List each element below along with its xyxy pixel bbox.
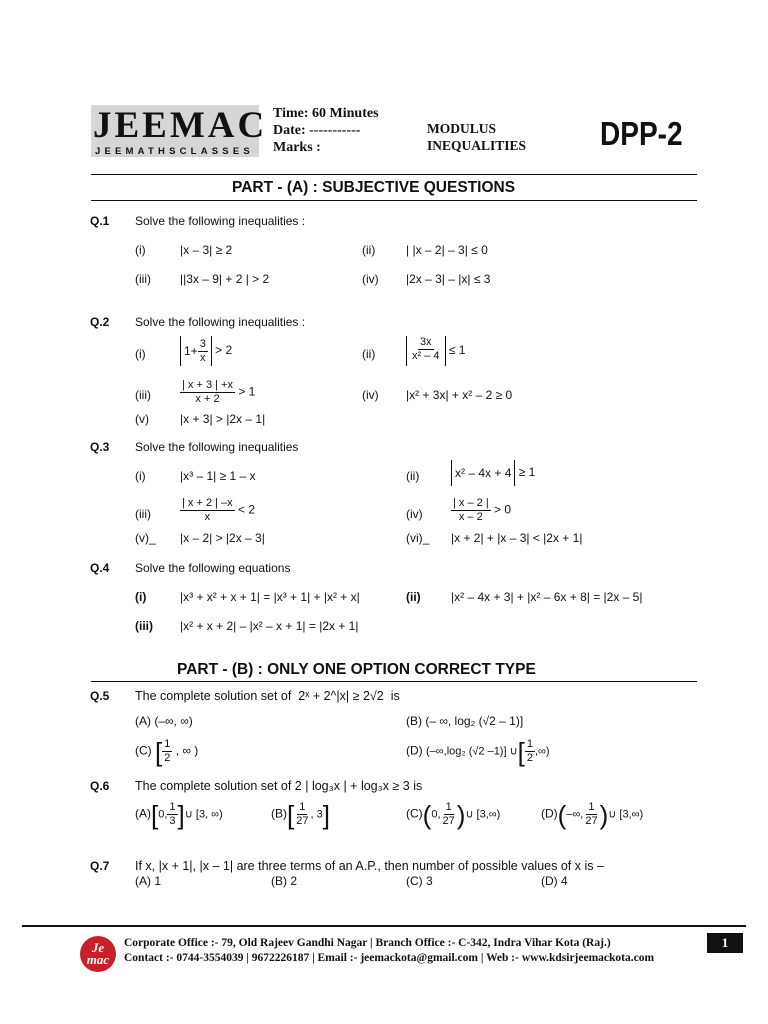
- q7-option-c: (C) 3: [406, 874, 433, 888]
- q4-ii-label: (ii): [406, 590, 421, 604]
- q3-vi-expr: |x + 2| + |x – 3| < |2x + 1|: [451, 531, 583, 545]
- footer-divider: [22, 925, 746, 927]
- q5-d-label: (D): [406, 743, 423, 758]
- q3-iv-den: x – 2: [458, 511, 483, 523]
- q6-a-label: (A): [135, 806, 151, 821]
- q1-iv-label: (iv): [362, 272, 379, 286]
- q2-i-prefix: 1+: [184, 344, 198, 358]
- q6-c-prefix: 0,: [431, 808, 441, 821]
- q6-d-num: 1: [588, 801, 595, 813]
- q2-iii-den: x + 2: [195, 393, 220, 405]
- q6-b-den: 27: [296, 815, 309, 827]
- q6-a-tail: ∪ [3, ∞): [184, 808, 223, 821]
- footer-address: Corporate Office :- 79, Old Rajeev Gandhi Nagar | Branch Office :- C-342, Indra Vihar Kota (Raj.): [124, 937, 611, 949]
- q4-i-label: (i): [135, 590, 147, 604]
- q4-text: Solve the following equations: [135, 561, 291, 575]
- q6-option-c: (C)(0, $\frac{1}{27}$ )∪ [3,∞): [406, 799, 501, 830]
- q4-i-expr: |x³ + x² + x + 1| = |x³ + 1| + |x² + x|: [180, 590, 360, 604]
- q6-c-den: 27: [442, 815, 455, 827]
- q4-ii-expr: |x² – 4x + 3| + |x² – 6x + 8| = |2x – 5|: [451, 590, 643, 604]
- q5-stem-tail: is: [390, 689, 400, 703]
- q3-text: Solve the following inequalities: [135, 440, 299, 454]
- q6-d-label: (D): [541, 806, 558, 821]
- q3-v-expr: |x – 2| > |2x – 3|: [180, 531, 265, 545]
- q5-c-den: 2: [164, 752, 171, 764]
- q2-i-post: > 2: [215, 343, 233, 358]
- q3-ii-post: ≥ 1: [518, 465, 536, 480]
- q6-option-d: (D)(–∞, $\frac{1}{27}$ )∪ [3,∞): [541, 799, 644, 830]
- divider-part-a: [91, 200, 697, 201]
- q6-b-tail: , 3: [310, 808, 323, 821]
- q1-text: Solve the following inequalities :: [135, 214, 306, 228]
- q5-d-tail: ,∞): [535, 745, 550, 758]
- q3-iii-den: x: [204, 511, 211, 523]
- q6-number: Q.6: [90, 779, 110, 793]
- q1-iv-expr: |2x – 3| – |x| ≤ 3: [406, 272, 491, 286]
- time-label: Time: 60 Minutes: [273, 106, 379, 121]
- q2-iv-expr: |x² + 3x| + x² – 2 ≥ 0: [406, 388, 513, 402]
- divider-top: [91, 174, 697, 175]
- q4-iii-label: (iii): [135, 619, 153, 633]
- footer-logo-text: Je mac: [86, 940, 110, 967]
- q3-ii-expr: [451, 460, 535, 486]
- q5-d-prefix: (–∞,log₂ (√2 –1)] ∪: [426, 745, 518, 758]
- q2-iii-label: (iii): [135, 388, 151, 402]
- q4-iii-expr: |x² + x + 2| – |x² – x + 1| = |2x + 1|: [180, 619, 359, 633]
- page-number: 1: [707, 933, 743, 953]
- q6-option-a: (A)[0, $\frac{1}{3}$ ]∪ [3, ∞): [135, 799, 223, 830]
- q6-d-den: 27: [585, 815, 598, 827]
- q5-option-c: (C) [ $\frac{1}{2}$ , ∞ ): [135, 736, 199, 767]
- q7-text: If x, |x + 1|, |x – 1| are three terms of an A.P., then number of possible values of x is –: [135, 859, 604, 873]
- q2-i-num: 3: [199, 338, 206, 351]
- q7-option-b: (B) 2: [271, 874, 298, 888]
- q6-text: The complete solution set of 2 | log₃x | + log₃x ≥ 3 is: [135, 779, 423, 793]
- q3-iv-label: (iv): [406, 507, 423, 521]
- q5-number: Q.5: [90, 689, 110, 703]
- part-a-title: PART - (A) : SUBJECTIVE QUESTIONS: [232, 179, 516, 196]
- q3-iv-num: | x – 2 |: [453, 497, 489, 509]
- q6-c-tail: ∪ [3,∞): [465, 808, 501, 821]
- q5-expression: 2ˣ + 2^|x| ≥ 2√2: [298, 689, 384, 703]
- divider-part-b: [91, 681, 697, 682]
- q1-iii-label: (iii): [135, 272, 151, 286]
- q5-d-den: 2: [526, 752, 533, 764]
- q7-option-a: (A) 1: [135, 874, 162, 888]
- q1-i-expr: |x – 3| ≥ 2: [180, 243, 233, 257]
- footer-contact: Contact :- 0744-3554039 | 9672226187 | Email :- jeemackota@gmail.com | Web :- www.kdsirjeemackota.com: [124, 952, 655, 964]
- q6-a-den: 3: [169, 815, 176, 827]
- q2-iii-post: > 1: [238, 384, 256, 399]
- q5-stem: The complete solution set of: [135, 689, 292, 703]
- q2-iii-num: | x + 3 | +x: [182, 379, 233, 391]
- q3-ii-label: (ii): [406, 469, 420, 483]
- date-label: Date: -----------: [273, 123, 361, 138]
- q6-b-label: (B): [271, 806, 287, 821]
- q6-a-prefix: 0,: [158, 808, 168, 821]
- q6-option-b: (B)[ $\frac{1}{27}$ , 3]: [271, 799, 330, 830]
- q2-ii-label: (ii): [362, 347, 376, 361]
- q2-v-expr: |x + 3| > |2x – 1|: [180, 412, 266, 426]
- part-b-title: PART - (B) : ONLY ONE OPTION CORRECT TYPE: [177, 661, 536, 678]
- q5-d-num: 1: [526, 738, 533, 750]
- q2-ii-expr: [406, 336, 465, 366]
- q3-i-expr: |x³ – 1| ≥ 1 – x: [180, 469, 256, 483]
- q5-text: [135, 689, 400, 703]
- q3-number: Q.3: [90, 440, 110, 454]
- q6-d-tail: ∪ [3,∞): [608, 808, 644, 821]
- topic-line-1: MODULUS: [427, 121, 497, 136]
- q1-iii-expr: ||3x – 9| + 2 | > 2: [180, 272, 270, 286]
- q1-number: Q.1: [90, 214, 110, 228]
- q5-option-d: (D) (–∞,log₂ (√2 –1)] ∪[ $\frac{1}{2}$ ,∞): [406, 736, 550, 767]
- q6-c-label: (C): [406, 806, 423, 821]
- q2-number: Q.2: [90, 315, 110, 329]
- q3-vi-label: (vi)_: [406, 531, 430, 545]
- q3-iii-label: (iii): [135, 507, 151, 521]
- q4-number: Q.4: [90, 561, 110, 575]
- dpp-code: DPP-2: [600, 115, 683, 152]
- q3-iii-post: < 2: [238, 502, 256, 517]
- q2-ii-den: x² – 4: [412, 350, 440, 362]
- q7-option-d: (D) 4: [541, 874, 568, 888]
- q2-iii-expr: [180, 379, 255, 406]
- q2-v-label: (v): [135, 412, 149, 426]
- q6-c-num: 1: [445, 801, 452, 813]
- q3-iv-expr: [451, 497, 511, 524]
- q5-c-num: 1: [164, 738, 171, 750]
- q6-a-num: 1: [169, 801, 176, 813]
- q5-option-b: (B) (– ∞, log₂ (√2 – 1)]: [406, 714, 524, 728]
- q2-ii-num: 3x: [419, 336, 432, 348]
- q3-v-label: (v)_: [135, 531, 156, 545]
- q3-ii-inner: x² – 4x + 4: [451, 460, 515, 486]
- q2-i-label: (i): [135, 347, 146, 361]
- q5-c-tail: , ∞ ): [175, 743, 199, 758]
- q1-ii-expr: | |x – 2| – 3| ≤ 0: [406, 243, 488, 257]
- q6-d-prefix: –∞,: [566, 808, 584, 821]
- topic-line-2: INEQUALITIES: [427, 138, 527, 153]
- brand-subtitle: JEEMATHSCLASSES: [95, 146, 254, 157]
- q3-iii-expr: [180, 497, 255, 524]
- q2-text: Solve the following inequalities :: [135, 315, 306, 329]
- q1-i-label: (i): [135, 243, 146, 257]
- q5-c-label: (C): [135, 743, 152, 758]
- q3-iv-post: > 0: [494, 502, 512, 517]
- footer-logo-badge: [80, 936, 116, 972]
- brand-logo: JEEMAC: [93, 105, 268, 146]
- q1-ii-label: (ii): [362, 243, 376, 257]
- q3-iii-num: | x + 2 | –x: [182, 497, 233, 509]
- q2-ii-post: ≤ 1: [448, 343, 466, 358]
- q3-i-label: (i): [135, 469, 146, 483]
- q7-number: Q.7: [90, 859, 110, 873]
- q2-iv-label: (iv): [362, 388, 379, 402]
- q2-i-den: x: [200, 352, 206, 365]
- q2-i-expr: [180, 336, 232, 366]
- q5-option-a: (A) (–∞, ∞): [135, 714, 193, 728]
- marks-label: Marks :: [273, 140, 321, 155]
- q6-b-num: 1: [299, 801, 306, 813]
